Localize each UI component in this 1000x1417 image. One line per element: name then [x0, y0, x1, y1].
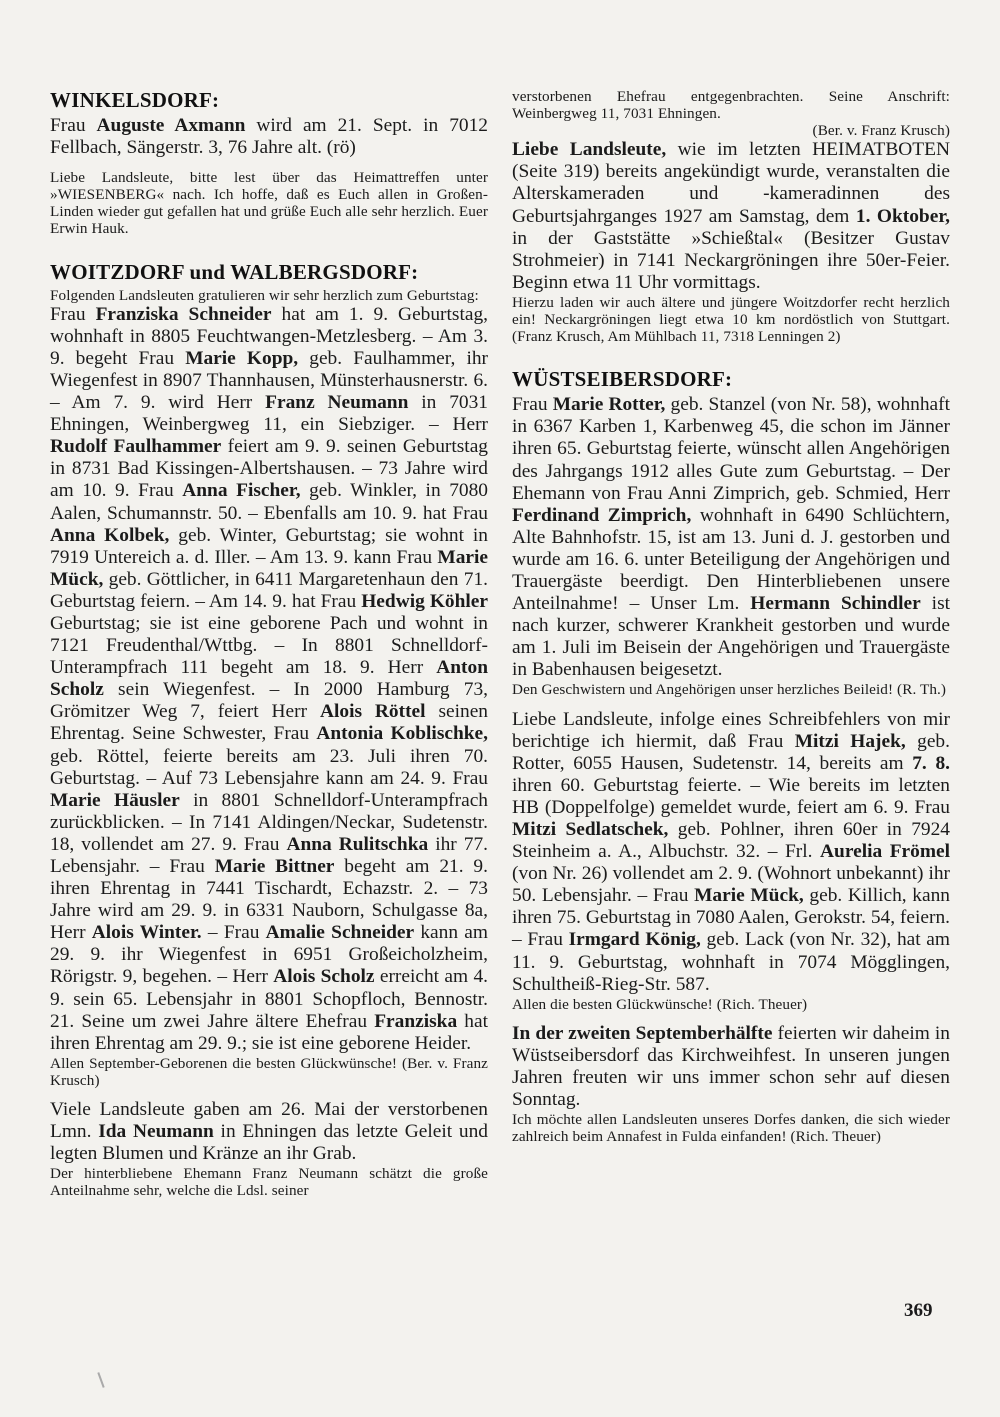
- section-title-winkelsdorf: WINKELSDORF:: [50, 88, 220, 112]
- correction-paragraph: Liebe Landsleute, infolge eines Schreibfehlers von mir berichtige ich hiermit, daß Frau Mitzi Hajek, geb. Rotter, 6055 Hausen, Sudetenstr. 14, bereits am 7. 8. ihren 60. Geburtstag feierte. – Wie bereits im letzten HB (Doppelfolge) gemeldet wurde, feiert am 6. 9. Frau Mitzi Sedlatschek, geb. Pohlner, ihren 60er in 7924 Steinheim a. A., Albuchstr. 32. – Frl. Aurelia Frömel (von Nr. 26) vollendet am 2. 9. (Wohnort unbekannt) ihr 50. Lebensjahr. – Frau Marie Mück, geb. Killich, kann ihren 75. Geburtstag in 7080 Aalen, Gerokstr. 54, feiern. – Frau Irmgard König, geb. Lack (von Nr. 32), hat am 11. 9. Geburtstag, wohnhaft in 7074 Mögglingen, Schultheiß-Rieg-Str. 587.: [512, 708, 950, 995]
- reunion-paragraph: Liebe Landsleute, wie im letzten HEIMATBOTEN (Seite 319) bereits angekündigt wurde, veranstalten die Alterskameraden und -kameradinnen des Geburtsjahrganges 1927 am Samstag, dem 1. Oktober, in der Gaststätte »Schießtal« (Besitzer Gustav Strohmeier) in 7141 Neckargröningen ihre 50er-Feier. Beginn etwa 11 Uhr vormittags.: [512, 139, 950, 293]
- person-name: Auguste Axmann: [96, 115, 246, 136]
- section-title-woitzdorf: WOITZDORF und WALBERGSDORF:: [50, 259, 419, 284]
- obituary-paragraph: Viele Landsleute gaben am 26. Mai der verstorbenen Lmn. Ida Neumann in Ehningen das letzte Geleit und legten Blumen und Kränze an ihr Grab.: [50, 1099, 488, 1165]
- kirchweih-paragraph: In der zweiten Septemberhälfte feierten wir daheim in Wüstseibersdorf das Kirchweihfest. In unseren jungen Jahren freuten wir uns immer schon sehr auf diesen Sonntag.: [512, 1022, 950, 1111]
- left-column: [50, 88, 488, 1200]
- thanks-note: Ich möchte allen Landsleuten unseres Dorfes danken, die sich wieder zahlreich beim Annafest in Fulda einfanden! (Rich. Theuer): [512, 1111, 950, 1146]
- note-paragraph: Liebe Landsleute, bitte lest über das Heimattreffen unter »WIESENBERG« nach. Ich hoffe, daß es Euch allen in Großen-Linden wieder gut gefallen hat und grüße Euch alle sehr herzlich. Euer Erwin Hauk.: [50, 169, 488, 238]
- obituary-note: Der hinterbliebene Ehemann Franz Neumann schätzt die große Anteilnahme sehr, welche die Ldsl. seiner: [50, 1165, 488, 1200]
- page-number: 369: [904, 1300, 933, 1321]
- closing-note: Allen September-Geborenen die besten Glückwünsche! (Ber. v. Franz Krusch): [50, 1054, 488, 1089]
- continued-paragraph: verstorbenen Ehefrau entgegenbrachten. Seine Anschrift: Weinbergweg 11, 7031 Ehningen.: [512, 88, 950, 123]
- right-column: [512, 88, 950, 1145]
- scan-mark: [97, 1372, 104, 1388]
- condolence-note: Den Geschwistern und Angehörigen unser herzliches Beileid! (R. Th.): [512, 681, 947, 699]
- birthday-list-paragraph: Frau Franziska Schneider hat am 1. 9. Geburtstag, wohnhaft in 8805 Feuchtwangen-Metzlesberg. – Am 3. 9. begeht Frau Marie Kopp, geb. Faulhammer, ihr Wiegenfest in 8907 Thannhausen, Münsterhausnerstr. 6. – Am 7. 9. wird Herr Franz Neumann in 7031 Ehningen, Weinbergweg 11, ein Siebziger. – Herr Rudolf Faulhammer feiert am 9. 9. seinen Geburtstag in 8731 Bad Kissingen-Albertshausen. – 73 Jahre wird am 10. 9. Frau Anna Fischer, geb. Winkler, in 7080 Aalen, Schumannstr. 50. – Ebenfalls am 10. 9. hat Frau Anna Kolbek, geb. Winter, Geburtstag; sie wohnt in 7919 Untereich a. d. Iller. – Am 13. 9. kann Frau Marie Mück, geb. Göttlicher, in 6411 Margaretenhaun den 71. Geburtstag feiern. – Am 14. 9. hat Frau Hedwig Köhler Geburtstag; sie ist eine geborene Pach und wohnt in 7121 Freudenthal/Wttbg. – In 8801 Schnelldorf-Unterampfrach 111 begeht am 18. 9. Herr Anton Scholz sein Wiegenfest. – In 2000 Hamburg 73, Grömitzer Weg 7, feiert Herr Alois Röttel seinen Ehrentag. Seine Schwester, Frau Antonia Koblischke, geb. Röttel, feierte bereits am 23. Juli ihren 70. Geburtstag. – Auf 73 Lebensjahre kann am 24. 9. Frau Marie Häusler in 8801 Schnelldorf-Unterampfrach zurückblicken. – In 7141 Aldingen/Neckar, Sudetenstr. 18, vollendet am 27. 9. Frau Anna Rulitschka ihr 77. Lebensjahr. – Frau Marie Bittner begeht am 21. 9. ihren Ehrentag in 7441 Tischardt, Echazstr. 2. – 73 Jahre wird am 29. 9. in 6331 Nauborn, Schulgasse 8a, Herr Alois Winter. – Frau Amalie Schneider kann am 29. 9. ihr Wiegenfest in 6951 Großeicholzheim, Rörigstr. 9, begehen. – Herr Alois Scholz erreicht am 4. 9. sein 65. Lebensjahr in 8801 Schopfloch, Bennostr. 21. Seine um zwei Jahre ältere Ehefrau Franziska hat ihren Ehrentag am 29. 9.; sie ist eine geborene Heider.: [50, 303, 489, 1054]
- news-paragraph: Frau Marie Rotter, geb. Stanzel (von Nr. 58), wohnhaft in 6367 Karben 1, Karbenweg 45, die schon im Jänner ihren 65. Geburtstag feierte, wünscht allen Angehörigen des Jahrgangs 1912 alles Gute zum Geburtstag. – Der Ehemann von Frau Anni Zimprich, geb. Schmied, Herr Ferdinand Zimprich, wohnhaft in 6490 Schlüchtern, Alte Bahnhofstr. 15, ist am 13. Juni d. J. gestorben und wurde am 16. 6. unter Beteiligung der Angehörigen und Trauergäste beerdigt. Den Hinterbliebenen unsere Anteilnahme! – Unser Lm. Hermann Schindler ist nach kurzer, schwerer Krankheit gestorben und wurde am 1. Juli im Beisein der Angehörigen und Trauergäste in Babenhausen beigesetzt.: [512, 394, 950, 681]
- intro-paragraph: Folgenden Landsleuten gratulieren wir sehr herzlich zum Geburtstag:: [50, 286, 479, 304]
- report-credit: (Ber. v. Franz Krusch): [812, 122, 950, 140]
- wishes-note: Allen die besten Glückwünsche! (Rich. Theuer): [512, 995, 808, 1013]
- paragraph: Frau Auguste Axmann wird am 21. Sept. in 7012 Fellbach, Sängerstr. 3, 76 Jahre alt. (rö): [50, 115, 488, 159]
- section-title-wuestseibersdorf: WÜSTSEIBERSDORF:: [512, 367, 733, 392]
- invitation-note: Hierzu laden wir auch ältere und jüngere Woitzdorfer recht herzlich ein! Neckargröningen liegt etwa 10 km nordöstlich von Stuttgart. (Franz Krusch, Am Mühlbach 11, 7318 Lenningen 2): [512, 293, 950, 346]
